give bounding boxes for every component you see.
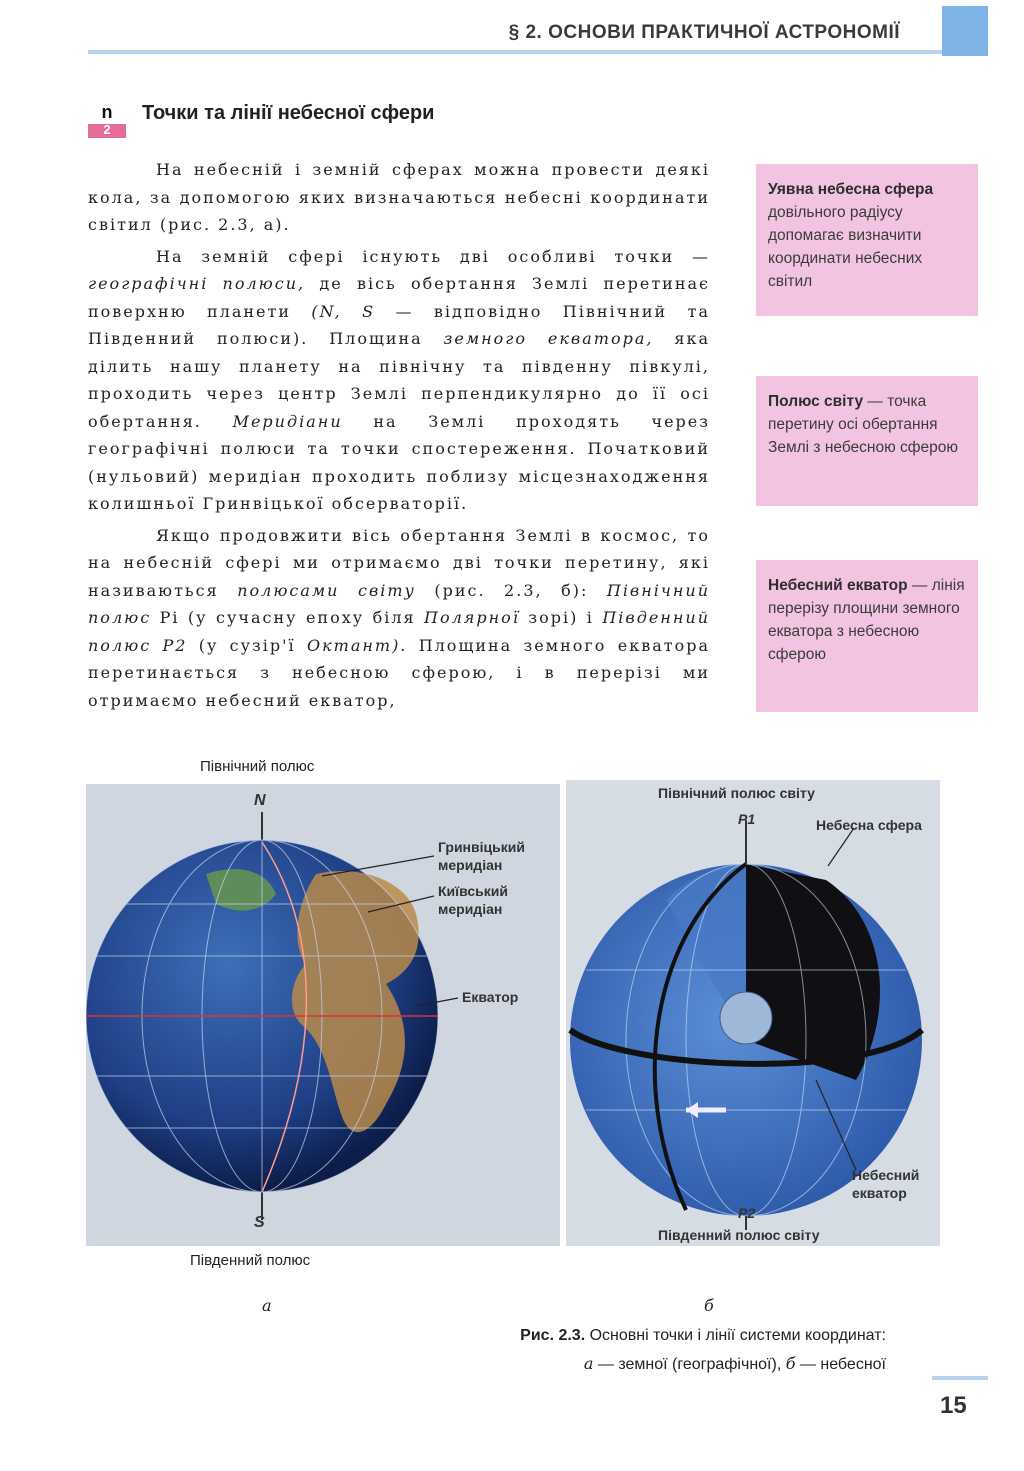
section-number-badge — [88, 100, 126, 138]
p2-text-a: На земній сфері існують дві особливі точки — — [156, 246, 710, 266]
caption-label: Рис. 2.3. — [520, 1327, 586, 1344]
p2-label: P2 — [738, 1205, 756, 1221]
s-letter: S — [254, 1214, 265, 1231]
term-polaris: Полярної — [424, 608, 520, 627]
header-color-tab — [942, 6, 988, 56]
term-earth-equator: земного екватора, — [443, 329, 654, 348]
page-number-rule — [932, 1376, 988, 1380]
section-badge-letter: n — [88, 100, 126, 124]
section-title: Точки та лінії небесної сфери — [142, 102, 435, 124]
term-geographic-poles: географічні полюси, — [88, 274, 306, 293]
south-pole-label: Південний полюс — [190, 1252, 311, 1269]
section-badge-digit: 2 — [103, 122, 111, 137]
caption-a: а — [583, 1354, 594, 1373]
kyiv-label-line2: меридіан — [438, 901, 503, 917]
term-celestial-poles: полюсами світу — [237, 580, 416, 600]
p3-text-c: Рі (у сучасну епоху біля — [151, 608, 425, 627]
term-octans: Октант). — [306, 635, 408, 655]
term-north-pole: Північний полюс — [88, 580, 710, 627]
caption-text-3: — небесної — [795, 1356, 886, 1373]
p2-text-e: на Землі проходять через географічні полюси та точки спостереження. Початковий (нульовий) меридіан проходить поблизу місцезнаходження колишньої Гринвіцької обсерваторії. — [88, 411, 710, 513]
celestial-equator-line2: екватор — [852, 1185, 907, 1201]
subfigure-a-letter: а — [262, 1296, 272, 1315]
equator-label: Екватор — [462, 989, 519, 1005]
celestial-equator-line1: Небесний — [852, 1167, 920, 1183]
p2-symbol: P2 — [151, 635, 188, 655]
note-celestial-pole — [756, 376, 978, 506]
south-celestial-pole-label: Південний полюс світу — [658, 1227, 820, 1243]
figure-earth-globe — [86, 784, 560, 1246]
caption-text-1: Основні точки і лінії системи координат: — [585, 1327, 886, 1344]
note-text: — точка перетину осі обертання Землі з небесною сферою — [768, 393, 959, 456]
kyiv-label-line1: Київський — [438, 883, 508, 899]
p2-text-c: — відповідно Північний та Південний полюси). Площина — [88, 301, 710, 348]
page-number: 15 — [940, 1392, 967, 1419]
p3-text-d: зорі) і — [519, 608, 603, 627]
greenwich-meridian-label — [438, 838, 525, 874]
earth-small — [720, 992, 772, 1044]
ns-notation: (N, S — [311, 301, 376, 321]
paragraph-3 — [88, 522, 710, 715]
caption-b: б — [785, 1354, 796, 1373]
note-term: Небесний екватор — [768, 577, 908, 594]
note-text: довільного радіусу допомагає визначити координати небесних світил — [768, 204, 923, 290]
term-south-pole: Південний полюс — [88, 608, 710, 655]
p3-text-e: (у сузір'ї — [187, 635, 307, 655]
p3-text-f: Площина земного екватора перетинається з небесною сферою, і в перерізі ми отримаємо небесний екватор, — [88, 635, 711, 710]
n-letter: N — [254, 792, 266, 809]
term-meridians: Меридіани — [232, 411, 343, 431]
p2-text-d: яка ділить нашу планету на північну та південну півкулі, проходить через центр Землі перпендикулярно до її осі обертання. — [88, 329, 710, 431]
celestial-equator-label — [852, 1166, 919, 1202]
figure-celestial-sphere — [566, 780, 940, 1246]
note-term: Полюс світу — [768, 393, 864, 410]
caption-line-1 — [400, 1322, 886, 1350]
north-pole-label: Північний полюс — [200, 758, 315, 775]
main-text — [88, 156, 710, 718]
note-term: Уявна небесна сфера — [768, 181, 934, 198]
p1-label: P1 — [738, 811, 756, 827]
note-celestial-equator — [756, 560, 978, 712]
subfigure-b-letter: б — [704, 1296, 714, 1315]
paragraph-1: На небесній і земній сферах можна провести деякі кола, за допомогою яких визначаються небесні координати світил (рис. 2.3, а). — [88, 160, 710, 234]
caption-line-2 — [400, 1350, 886, 1379]
p3-text-a: Якщо продовжити вісь обертання Землі в космос, то на небесній сфері ми отримаємо дві точки перетину, які називаються — [88, 525, 710, 600]
figure-caption — [400, 1322, 886, 1379]
caption-text-2: — земної (географічної), — [593, 1356, 786, 1373]
north-celestial-pole-label: Північний полюс світу — [658, 785, 815, 801]
note-celestial-sphere — [756, 164, 978, 316]
chapter-header: § 2. ОСНОВИ ПРАКТИЧНОЇ АСТРОНОМІЇ — [508, 22, 900, 43]
greenwich-label-line2: меридіан — [438, 857, 503, 873]
p3-text-b: (рис. 2.3, б): — [415, 580, 607, 600]
note-text: — лінія перерізу площини земного екватора з небесною сферою — [768, 577, 965, 663]
greenwich-label-line1: Гринвіцький — [438, 839, 525, 855]
celestial-sphere-label: Небесна сфера — [816, 817, 922, 833]
header-divider — [88, 50, 988, 54]
kyiv-meridian-label — [438, 882, 508, 918]
paragraph-2 — [88, 243, 710, 518]
p2-text-b: де вісь обертання Землі перетинає поверхню планети — [88, 274, 710, 321]
